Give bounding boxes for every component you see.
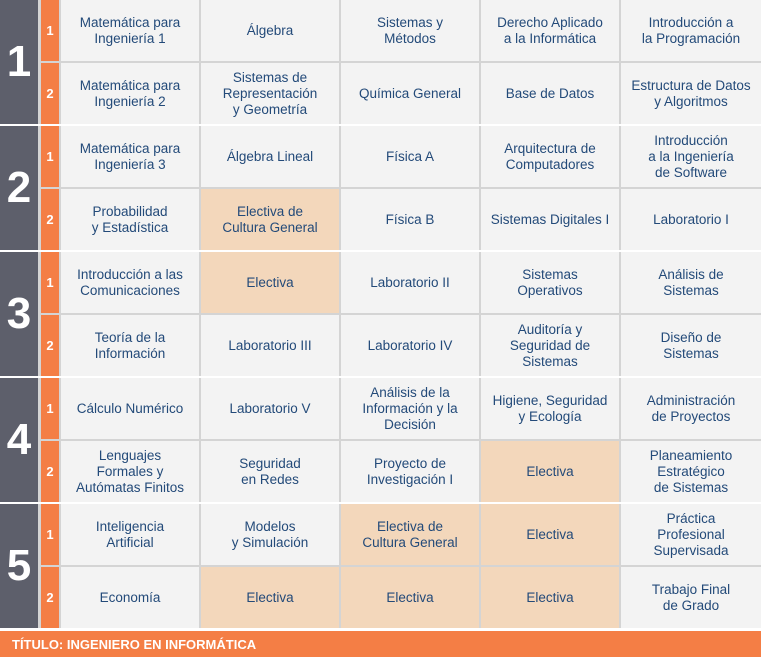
elective-course-cell: Electiva	[201, 252, 339, 313]
course-cell: Álgebra	[201, 0, 339, 61]
course-cell: Análisis de Sistemas	[621, 252, 761, 313]
year-label: 5	[0, 504, 38, 628]
course-cell: Matemática para Ingeniería 1	[61, 0, 199, 61]
semester-label: 2	[41, 315, 59, 376]
course-cell: Lenguajes Formales y Autómatas Finitos	[61, 441, 199, 502]
year-label: 1	[0, 0, 38, 124]
course-cell: Trabajo Final de Grado	[621, 567, 761, 628]
year-block	[0, 378, 761, 502]
course-cell: Práctica Profesional Supervisada	[621, 504, 761, 565]
course-cell: Sistemas y Métodos	[341, 0, 479, 61]
course-cell: Probabilidad y Estadística	[61, 189, 199, 250]
course-cell: Matemática para Ingeniería 2	[61, 63, 199, 124]
year-label: 4	[0, 378, 38, 502]
course-cell: Laboratorio IV	[341, 315, 479, 376]
course-cell: Planeamiento Estratégico de Sistemas	[621, 441, 761, 502]
course-cell: Economía	[61, 567, 199, 628]
year-block	[0, 126, 761, 250]
course-cell: Teoría de la Información	[61, 315, 199, 376]
elective-course-cell: Electiva	[481, 441, 619, 502]
course-cell: Sistemas de Representación y Geometría	[201, 63, 339, 124]
elective-course-cell: Electiva	[481, 504, 619, 565]
semester-label: 1	[41, 252, 59, 313]
semester-label: 1	[41, 0, 59, 61]
course-cell: Análisis de la Información y la Decisión	[341, 378, 479, 439]
year-label: 2	[0, 126, 38, 250]
elective-course-cell: Electiva de Cultura General	[201, 189, 339, 250]
semester-label: 1	[41, 378, 59, 439]
course-cell: Laboratorio V	[201, 378, 339, 439]
degree-title: TÍTULO: INGENIERO EN INFORMÁTICA	[12, 636, 257, 652]
year-block	[0, 252, 761, 376]
course-cell: Inteligencia Artificial	[61, 504, 199, 565]
course-cell: Introducción a las Comunicaciones	[61, 252, 199, 313]
course-cell: Laboratorio I	[621, 189, 761, 250]
elective-course-cell: Electiva	[481, 567, 619, 628]
semester-label: 2	[41, 441, 59, 502]
semester-label: 2	[41, 63, 59, 124]
course-cell: Seguridad en Redes	[201, 441, 339, 502]
semester-label: 1	[41, 126, 59, 187]
course-cell: Auditoría y Seguridad de Sistemas	[481, 315, 619, 376]
degree-title-footer	[0, 631, 761, 657]
year-block	[0, 0, 761, 124]
course-cell: Modelos y Simulación	[201, 504, 339, 565]
semester-label: 1	[41, 504, 59, 565]
elective-course-cell: Electiva	[341, 567, 479, 628]
course-cell: Estructura de Datos y Algoritmos	[621, 63, 761, 124]
course-cell: Derecho Aplicado a la Informática	[481, 0, 619, 61]
course-cell: Sistemas Operativos	[481, 252, 619, 313]
course-cell: Proyecto de Investigación I	[341, 441, 479, 502]
course-cell: Laboratorio II	[341, 252, 479, 313]
course-cell: Matemática para Ingeniería 3	[61, 126, 199, 187]
year-block	[0, 504, 761, 628]
course-cell: Álgebra Lineal	[201, 126, 339, 187]
year-label: 3	[0, 252, 38, 376]
course-cell: Física A	[341, 126, 479, 187]
course-cell: Sistemas Digitales I	[481, 189, 619, 250]
course-cell: Laboratorio III	[201, 315, 339, 376]
course-cell: Arquitectura de Computadores	[481, 126, 619, 187]
course-cell: Higiene, Seguridad y Ecología	[481, 378, 619, 439]
course-cell: Introducción a la Programación	[621, 0, 761, 61]
elective-course-cell: Electiva de Cultura General	[341, 504, 479, 565]
course-cell: Introducción a la Ingeniería de Software	[621, 126, 761, 187]
course-cell: Cálculo Numérico	[61, 378, 199, 439]
elective-course-cell: Electiva	[201, 567, 339, 628]
course-cell: Diseño de Sistemas	[621, 315, 761, 376]
course-cell: Administración de Proyectos	[621, 378, 761, 439]
semester-label: 2	[41, 567, 59, 628]
course-cell: Química General	[341, 63, 479, 124]
course-cell: Base de Datos	[481, 63, 619, 124]
course-cell: Física B	[341, 189, 479, 250]
semester-label: 2	[41, 189, 59, 250]
